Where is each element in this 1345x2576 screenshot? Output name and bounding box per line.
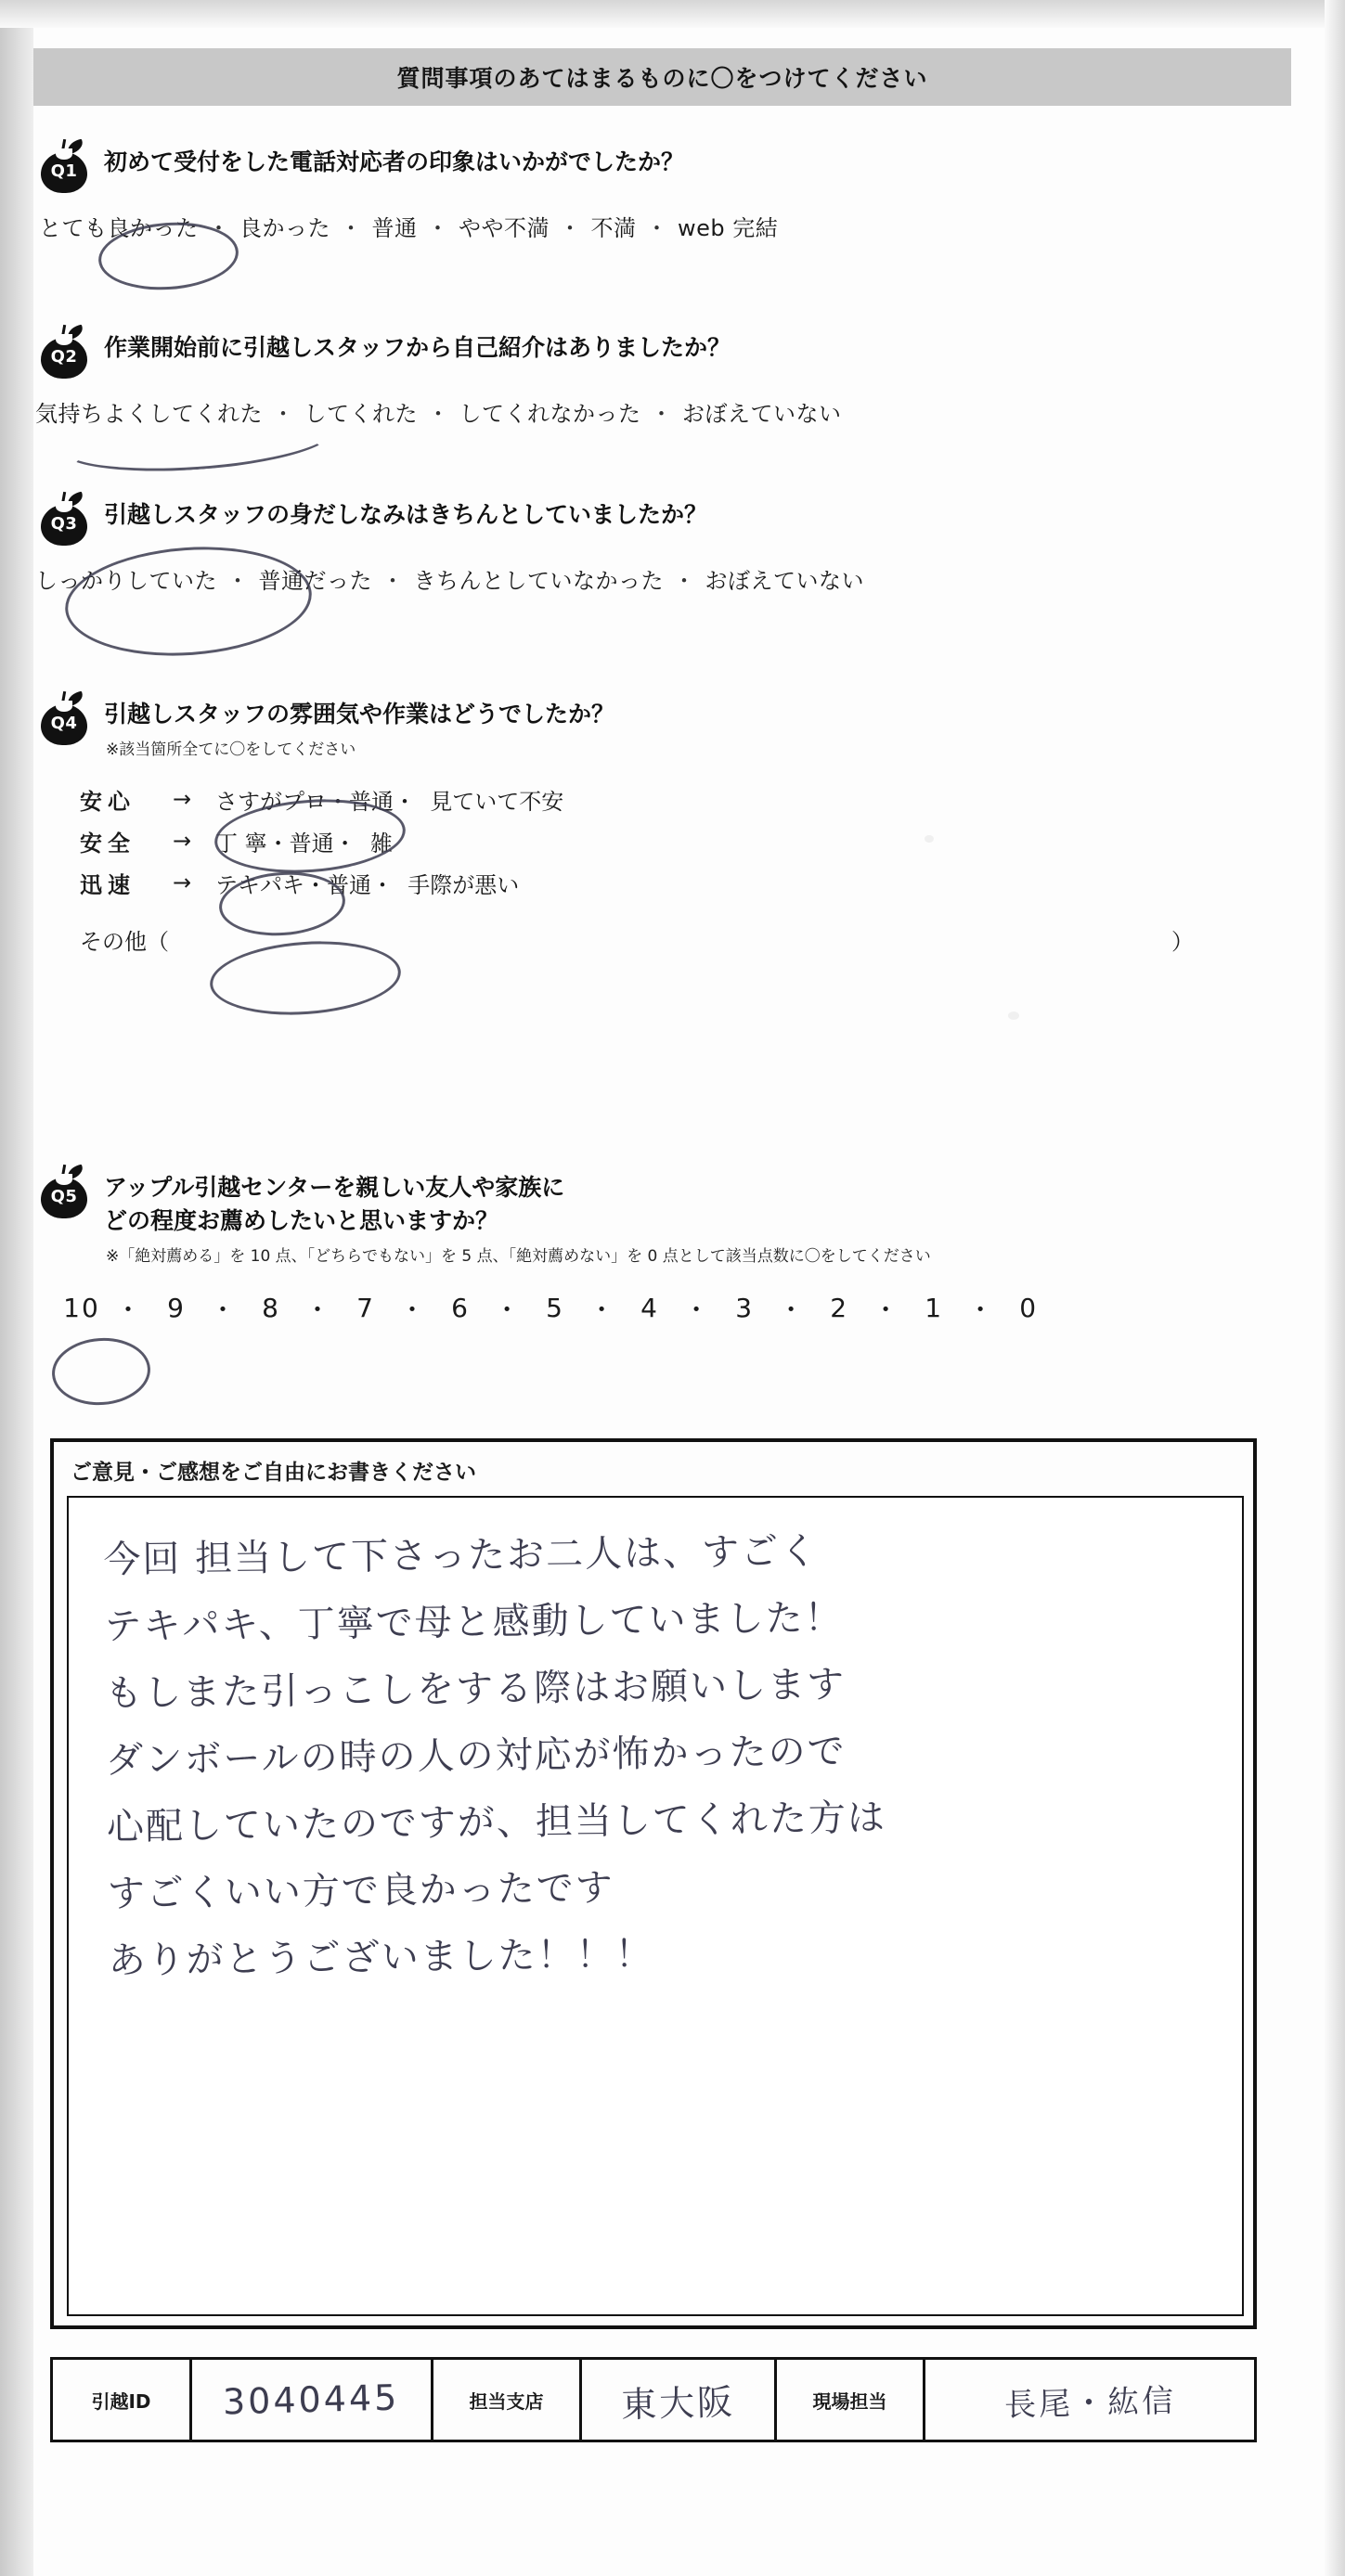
q3-options: しっかりしていた ・ 普通だった ・ きちんとしていなかった ・ おぼえていない (33, 562, 1291, 595)
q4-anshin-option-2[interactable]: 見ていて不安 (430, 788, 564, 815)
q5-score-0[interactable]: 0 (1019, 1293, 1039, 1323)
q4-row-choices: 丁 寧・普通・ 雑 (215, 825, 393, 857)
q4-jinsoku-option-0[interactable]: テキパキ (215, 871, 304, 898)
question-block-q3 (33, 492, 1291, 595)
q5-score-row: 10 ・ 9 ・ 8 ・ 7 ・ 6 ・ 5 ・ 4 ・ 3 ・ 2 ・ 1 ・ 0 (33, 1290, 1291, 1327)
q2-option-1[interactable]: してくれた (304, 401, 418, 427)
q1-head (33, 139, 1291, 193)
q2-option-2[interactable]: してくれなかった (459, 401, 641, 427)
q4-badge-label: Q4 (50, 714, 78, 733)
q5-score-8[interactable]: 8 (262, 1293, 280, 1323)
q3-title: 引越しスタッフの身だしなみはきちんとしていましたか？ (104, 501, 708, 528)
q3-option-0[interactable]: しっかりしていた (35, 568, 217, 594)
question-block-q4 (33, 691, 1291, 956)
q4-other-close: ） (1171, 928, 1194, 955)
apple-badge-icon (33, 691, 95, 745)
q4-row-label: 安心 (80, 788, 136, 815)
q5-score-6[interactable]: 6 (451, 1293, 470, 1323)
q4-anzen-option-2[interactable]: 雑 (369, 830, 393, 857)
q2-option-3[interactable]: おぼえていない (682, 401, 842, 427)
q4-jinsoku-option-2[interactable]: 手際が悪い (407, 871, 520, 898)
apple-badge-icon (33, 139, 95, 193)
q5-score-2[interactable]: 2 (830, 1293, 849, 1323)
q4-jinsoku-option-1[interactable]: 普通 (327, 871, 371, 898)
comment-input-area[interactable] (67, 1496, 1244, 2316)
q4-row-label: 安全 (80, 830, 136, 857)
scan-smudge (925, 835, 934, 843)
q4-title-wrap (104, 691, 614, 759)
q5-score-4[interactable]: 4 (640, 1293, 659, 1323)
page-title: 質問事項のあてはまるものに〇をつけてください (396, 65, 928, 92)
q4-row-arrow: → (173, 828, 192, 855)
scan-smudge (1008, 1011, 1019, 1020)
footer-table (50, 2357, 1257, 2442)
q4-other-label: その他（ (80, 928, 169, 955)
q4-note: ※該当箇所全てに〇をしてください (106, 740, 356, 759)
q5-title-line1: アップル引越センターを親しい友人や家族に (104, 1174, 565, 1201)
q4-row-arrow: → (173, 869, 192, 896)
footer-value-staff[interactable]: 長尾・紘信 (1003, 2382, 1177, 2424)
q3-head (33, 492, 1291, 546)
q3-option-3[interactable]: おぼえていない (705, 568, 864, 594)
q5-title-line2: どの程度お薦めしたいと思いますか？ (104, 1206, 499, 1234)
footer-value-move-id[interactable]: 3040445 (192, 2360, 433, 2440)
apple-badge-icon (33, 1165, 95, 1218)
header-band (33, 48, 1291, 106)
q2-head (33, 325, 1291, 379)
scan-edge-right (1325, 0, 1345, 2576)
scan-edge-left (0, 0, 33, 2576)
q5-score-9[interactable]: 9 (167, 1293, 186, 1323)
comment-line-6: すごくいい方で良かったです (107, 1866, 615, 1916)
q3-option-2[interactable]: きちんとしていなかった (413, 568, 664, 594)
q3-option-1[interactable]: 普通だった (258, 568, 372, 594)
comment-line-2: テキパキ、丁寧で母と感動していました！ (104, 1596, 844, 1649)
comment-line-3: もしまた引っこしをする際はお願いします (104, 1663, 847, 1716)
q4-head (33, 691, 1291, 759)
q1-options: とても良かった ・ 良かった ・ 普通 ・ やや不満 ・ 不満 ・ web 完結 (33, 210, 1291, 242)
q4-anshin-option-1[interactable]: 普通 (349, 788, 394, 815)
survey-sheet (33, 28, 1325, 2570)
comment-box (50, 1438, 1257, 2329)
q2-badge-label: Q2 (50, 347, 78, 367)
q4-row-choices: さすがプロ・普通・ 見ていて不安 (215, 783, 563, 816)
q1-option-0[interactable]: とても良かった (39, 215, 199, 241)
q4-anzen-option-0[interactable]: 丁 寧 (215, 830, 267, 857)
q5-title-wrap (104, 1165, 931, 1266)
q5-badge-label: Q5 (50, 1187, 78, 1206)
q2-option-0[interactable]: 気持ちよくしてくれた (35, 401, 263, 427)
q1-badge-label: Q1 (50, 161, 78, 181)
q5-score-5[interactable]: 5 (546, 1293, 564, 1323)
q4-anshin-option-0[interactable]: さすがプロ (215, 788, 327, 815)
question-block-q1 (33, 139, 1291, 242)
q2-options: 気持ちよくしてくれた ・ してくれた ・ してくれなかった ・ おぼえていない (33, 395, 1291, 428)
q1-title: 初めて受付をした電話対応者の印象はいかがでしたか？ (104, 148, 685, 175)
q4-row-arrow: → (173, 786, 192, 813)
q4-rows (33, 783, 1291, 956)
comment-handwriting (103, 1513, 1213, 1995)
comment-label: ご意見・ご感想をご自由にお書きください (71, 1461, 476, 1485)
footer-label-move-id: 引越ID (53, 2360, 192, 2440)
q2-title: 作業開始前に引越しスタッフから自己紹介はありましたか？ (104, 334, 731, 361)
footer-label-staff: 現場担当 (777, 2360, 925, 2440)
q4-row-jinsoku (80, 867, 1291, 899)
q4-title: 引越しスタッフの雰囲気や作業はどうでしたか？ (104, 701, 615, 728)
footer-value-branch[interactable]: 東大阪 (582, 2360, 777, 2440)
question-block-q5 (33, 1165, 1291, 1327)
q5-score-10[interactable]: 10 (63, 1293, 100, 1323)
question-block-q2 (33, 325, 1291, 428)
q5-score-7[interactable]: 7 (356, 1293, 375, 1323)
q4-other-row (80, 923, 1291, 956)
q5-note: ※「絶対薦める」を 10 点、「どちらでもない」を 5 点、「絶対薦めない」を 0 点として該当点数に〇をしてください (106, 1246, 931, 1266)
scan-edge-top (0, 0, 1345, 28)
apple-badge-icon (33, 325, 95, 379)
q5-score-1[interactable]: 1 (925, 1293, 944, 1323)
q4-row-label: 迅速 (80, 871, 136, 898)
q5-score-3[interactable]: 3 (735, 1293, 755, 1323)
q4-row-choices: テキパキ・普通・ 手際が悪い (215, 867, 519, 899)
q4-row-anshin (80, 783, 1291, 816)
q1-option-5[interactable]: web 完結 (678, 215, 779, 241)
q1-option-3[interactable]: やや不満 (459, 215, 550, 241)
comment-line-1: 今回 担当して下さったお二人は、すごく (103, 1529, 820, 1582)
q4-row-anzen (80, 825, 1291, 857)
comment-line-5: 心配していたのですが、担当してくれた方は (106, 1797, 887, 1849)
q1-option-2[interactable]: 普通 (371, 215, 418, 241)
q5-head (33, 1165, 1291, 1266)
comment-line-7: ありがとうございました！！！ (108, 1933, 654, 1983)
q5-circle-mark (50, 1334, 153, 1408)
q1-option-4[interactable]: 不満 (590, 215, 637, 241)
comment-line-4: ダンボールの時の人の対応が怖かったので (105, 1730, 847, 1783)
q4-anzen-option-1[interactable]: 普通 (289, 830, 334, 857)
footer-label-branch: 担当支店 (433, 2360, 582, 2440)
q3-badge-label: Q3 (50, 514, 78, 534)
apple-badge-icon (33, 492, 95, 546)
q1-option-1[interactable]: 良かった (239, 215, 330, 241)
